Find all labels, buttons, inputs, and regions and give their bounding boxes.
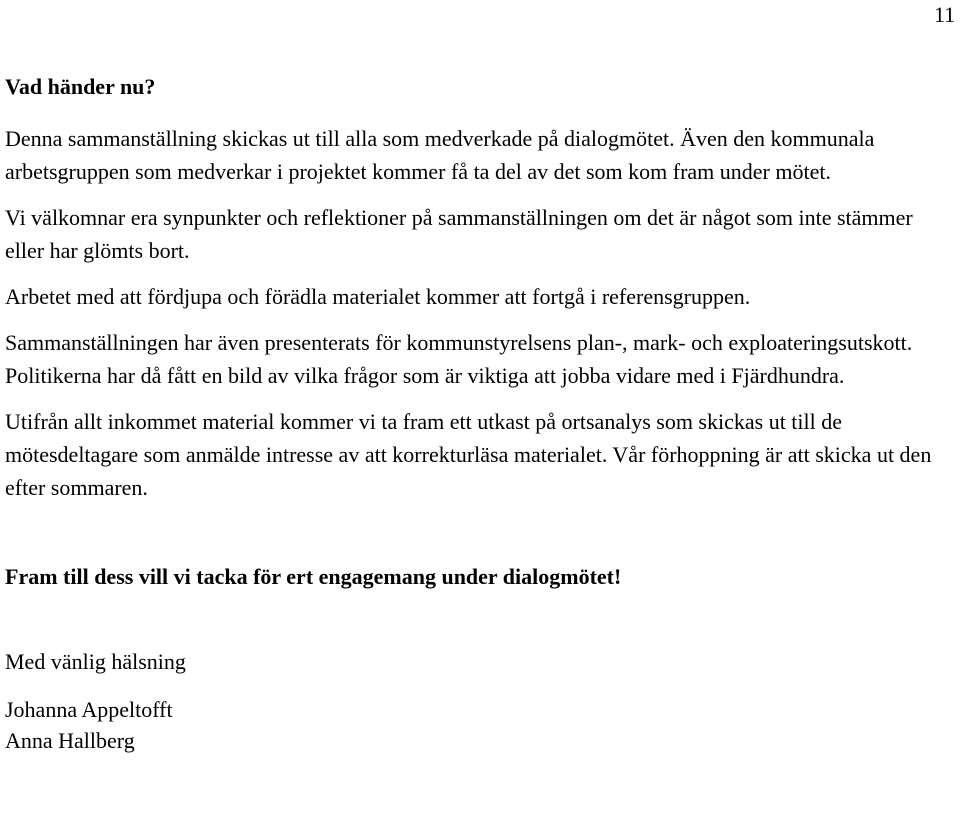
section-heading: Vad händer nu? <box>5 74 156 99</box>
paragraph-feedback: Vi välkomnar era synpunkter och reflektioner på sammanställningen om det är något som inte stämmer eller har glömts bort. <box>5 205 913 263</box>
signatories <box>5 694 957 756</box>
signatory-name: Anna Hallberg <box>5 728 135 753</box>
greeting: Med vänlig hälsning <box>5 649 186 674</box>
paragraph-reference-group: Arbetet med att fördjupa och förädla materialet kommer att fortgå i referensgruppen. <box>5 284 751 309</box>
paragraph-draft: Utifrån allt inkommet material kommer vi ta fram ett utkast på ortsanalys som skickas ut till de mötesdeltagare som anmälde intresse av att korrekturläsa materialet. Vår förhoppning är att skicka ut den efter sommaren. <box>5 409 932 500</box>
paragraph-committee: Sammanställningen har även presenterats för kommunstyrelsens plan-, mark- och exploateringsutskott. Politikerna har då fått en bild av vilka frågor som är viktiga att jobba vidare med i Fjärdhundra. <box>5 330 913 388</box>
document-body <box>5 70 957 756</box>
page-number: 11 <box>934 2 956 27</box>
closing-statement: Fram till dess vill vi tacka för ert engagemang under dialogmötet! <box>5 564 622 589</box>
signatory-name: Johanna Appeltofft <box>5 697 173 722</box>
paragraph-distribution: Denna sammanställning skickas ut till alla som medverkade på dialogmötet. Även den kommunala arbetsgruppen som medverkar i projektet kommer få ta del av det som kom fram under mötet. <box>5 126 875 184</box>
